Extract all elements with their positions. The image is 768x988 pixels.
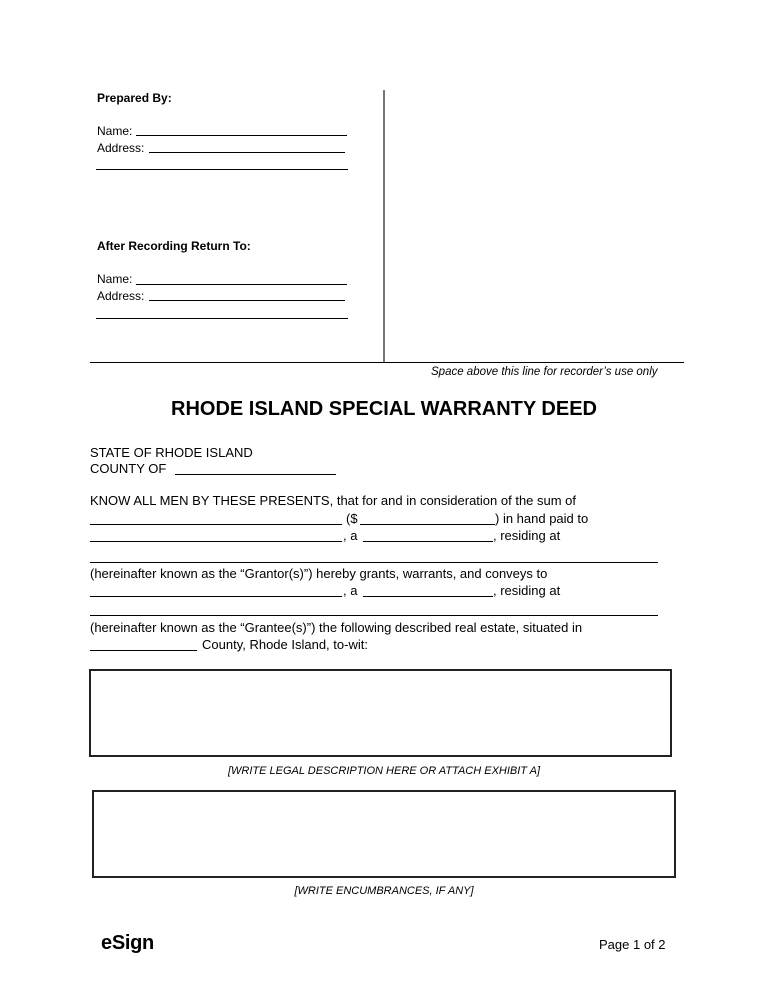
return-to-heading: After Recording Return To: [97, 239, 251, 253]
return-to-name-label: Name: [97, 272, 133, 286]
county-label: COUNTY OF [90, 461, 167, 476]
document-title: RHODE ISLAND SPECIAL WARRANTY DEED [171, 398, 597, 420]
return-to-name-field[interactable] [136, 284, 347, 285]
recorder-note: Space above this line for recorder’s use only [431, 366, 658, 378]
sum-open-text: ($ [346, 511, 358, 526]
grantee-status-field[interactable] [363, 596, 493, 597]
return-to-address-label: Address: [97, 289, 145, 303]
return-to-address-line2-field[interactable] [96, 318, 348, 319]
prepared-by-name-field[interactable] [136, 135, 347, 136]
encumbrances-caption: [WRITE ENCUMBRANCES, IF ANY] [294, 885, 474, 897]
grantor-clause: (hereinafter known as the “Grantor(s)”) hereby grants, warrants, and conveys to [90, 566, 548, 581]
consideration-intro: KNOW ALL MEN BY THESE PRESENTS, that for and in consideration of the sum of [90, 493, 577, 508]
state-line: STATE OF RHODE ISLAND [90, 445, 253, 460]
recorder-divider [383, 90, 385, 363]
grantee-address-field[interactable] [90, 615, 658, 616]
county-field[interactable] [175, 474, 336, 475]
grantor-address-field[interactable] [90, 562, 658, 563]
prepared-by-heading: Prepared By: [97, 91, 172, 105]
recorder-rule [90, 362, 684, 363]
sum-close-text: ) in hand paid to [495, 511, 589, 526]
esign-logo: eSign [101, 932, 154, 954]
prepared-by-address-line2-field[interactable] [96, 169, 348, 170]
grantee-comma-a: , a [343, 583, 358, 598]
grantor-status-field[interactable] [363, 541, 493, 542]
grantee-clause: (hereinafter known as the “Grantee(s)”) the following described real estate, situated in [90, 620, 583, 635]
county-suffix: County, Rhode Island, to-wit: [202, 637, 368, 652]
grantee-residing-at: , residing at [493, 583, 561, 598]
property-county-field[interactable] [90, 650, 197, 651]
prepared-by-name-label: Name: [97, 124, 133, 138]
grantor-comma-a: , a [343, 528, 358, 543]
prepared-by-address-field[interactable] [149, 152, 345, 153]
page-indicator: Page 1 of 2 [599, 937, 666, 952]
sum-amount-field[interactable] [360, 524, 495, 525]
sum-words-field[interactable] [90, 524, 342, 525]
legal-description-caption: [WRITE LEGAL DESCRIPTION HERE OR ATTACH EXHIBIT A] [227, 765, 541, 777]
grantor-residing-at: , residing at [493, 528, 561, 543]
encumbrances-box[interactable] [92, 790, 676, 878]
grantor-name-field[interactable] [90, 541, 342, 542]
legal-description-box[interactable] [89, 669, 672, 757]
prepared-by-address-label: Address: [97, 141, 145, 155]
return-to-address-field[interactable] [149, 300, 345, 301]
grantee-name-field[interactable] [90, 596, 342, 597]
